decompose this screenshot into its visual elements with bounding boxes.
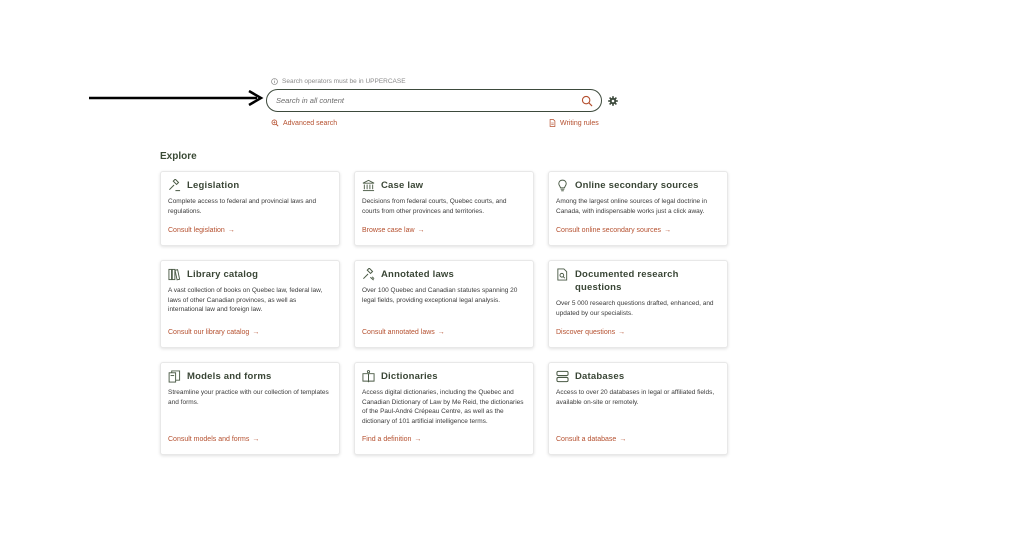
card-title: Databases <box>575 371 625 382</box>
zoom-search-icon <box>271 119 279 127</box>
advanced-search-label: Advanced search <box>283 119 338 127</box>
courthouse-icon <box>362 179 375 192</box>
advanced-search-link[interactable] <box>271 119 337 127</box>
card-description: Over 5 000 research questions drafted, enhanced, and updated by our specialists. <box>556 300 714 317</box>
card-databases[interactable] <box>548 362 728 455</box>
card-title: Library catalog <box>187 269 259 280</box>
search-box[interactable] <box>266 89 602 112</box>
gavel-icon <box>168 179 181 192</box>
card-link[interactable]: Discover questions → <box>556 329 626 336</box>
card-title: Documented research questions <box>575 269 679 293</box>
card-dictionaries[interactable] <box>354 362 534 455</box>
search-hint-text: Search operators must be in UPPERCASE <box>282 78 406 85</box>
card-link[interactable]: Consult annotated laws → <box>362 329 445 336</box>
card-models-and-forms[interactable] <box>160 362 340 455</box>
explore-row <box>160 260 728 348</box>
card-legislation[interactable] <box>160 171 340 246</box>
card-link[interactable]: Find a definition → <box>362 436 422 443</box>
card-link[interactable]: Consult our library catalog → <box>168 329 260 336</box>
document-icon <box>549 119 556 127</box>
card-title: Case law <box>381 180 424 191</box>
search-hint <box>271 78 406 85</box>
card-documented-research-questions[interactable] <box>548 260 728 348</box>
search-icon[interactable] <box>581 95 593 107</box>
card-title: Online secondary sources <box>575 180 699 191</box>
database-icon <box>556 370 569 383</box>
writing-rules-label: Writing rules <box>560 119 599 127</box>
annotated-gavel-icon <box>362 268 375 281</box>
card-case-law[interactable] <box>354 171 534 246</box>
dictionary-icon <box>362 370 375 383</box>
card-link[interactable]: Browse case law → <box>362 227 425 234</box>
explore-row <box>160 362 728 455</box>
card-title: Legislation <box>187 180 240 191</box>
card-library-catalog[interactable] <box>160 260 340 348</box>
lightbulb-icon <box>556 179 569 192</box>
card-link[interactable]: Consult a database → <box>556 436 627 443</box>
card-description: Among the largest online sources of legal doctrine in Canada, with indispensable works just a click away. <box>556 198 708 215</box>
card-description: Complete access to federal and provincial laws and regulations. <box>168 198 317 215</box>
search-input[interactable] <box>276 96 581 105</box>
card-link[interactable]: Consult legislation → <box>168 227 235 234</box>
writing-rules-link[interactable] <box>549 119 599 127</box>
card-link[interactable]: Consult online secondary sources → <box>556 227 672 234</box>
document-search-icon <box>556 268 569 281</box>
forms-icon <box>168 370 181 383</box>
explore-heading: Explore <box>160 151 197 162</box>
card-description: Decisions from federal courts, Quebec courts, and courts from other provinces and territories. <box>362 198 507 215</box>
card-online-secondary-sources[interactable] <box>548 171 728 246</box>
card-description: Access to over 20 databases in legal or affiliated fields, available on-site or remotely. <box>556 389 715 406</box>
card-link[interactable]: Consult models and forms → <box>168 436 260 443</box>
books-icon <box>168 268 181 281</box>
card-title: Models and forms <box>187 371 272 382</box>
card-title: Dictionaries <box>381 371 438 382</box>
explore-row <box>160 171 728 246</box>
card-title: Annotated laws <box>381 269 455 280</box>
pointer-arrow-icon <box>89 90 264 106</box>
card-description: Over 100 Quebec and Canadian statutes spanning 20 legal fields, providing exceptional legal analysis. <box>362 287 518 304</box>
card-description: Streamline your practice with our collection of templates and forms. <box>168 389 329 406</box>
card-annotated-laws[interactable] <box>354 260 534 348</box>
gear-icon[interactable] <box>608 96 618 106</box>
card-description: Access digital dictionaries, including the Quebec and Canadian Dictionary of Law by Me Reid, the dictionaries of the Paul-André Crépeau Centre, as well as the dictionary of 101 artificial intelligence terms. <box>362 389 524 425</box>
card-description: A vast collection of books on Quebec law, federal law, laws of other Canadian provinces, as well as international law and foreign law. <box>168 287 323 313</box>
info-icon <box>271 78 278 85</box>
